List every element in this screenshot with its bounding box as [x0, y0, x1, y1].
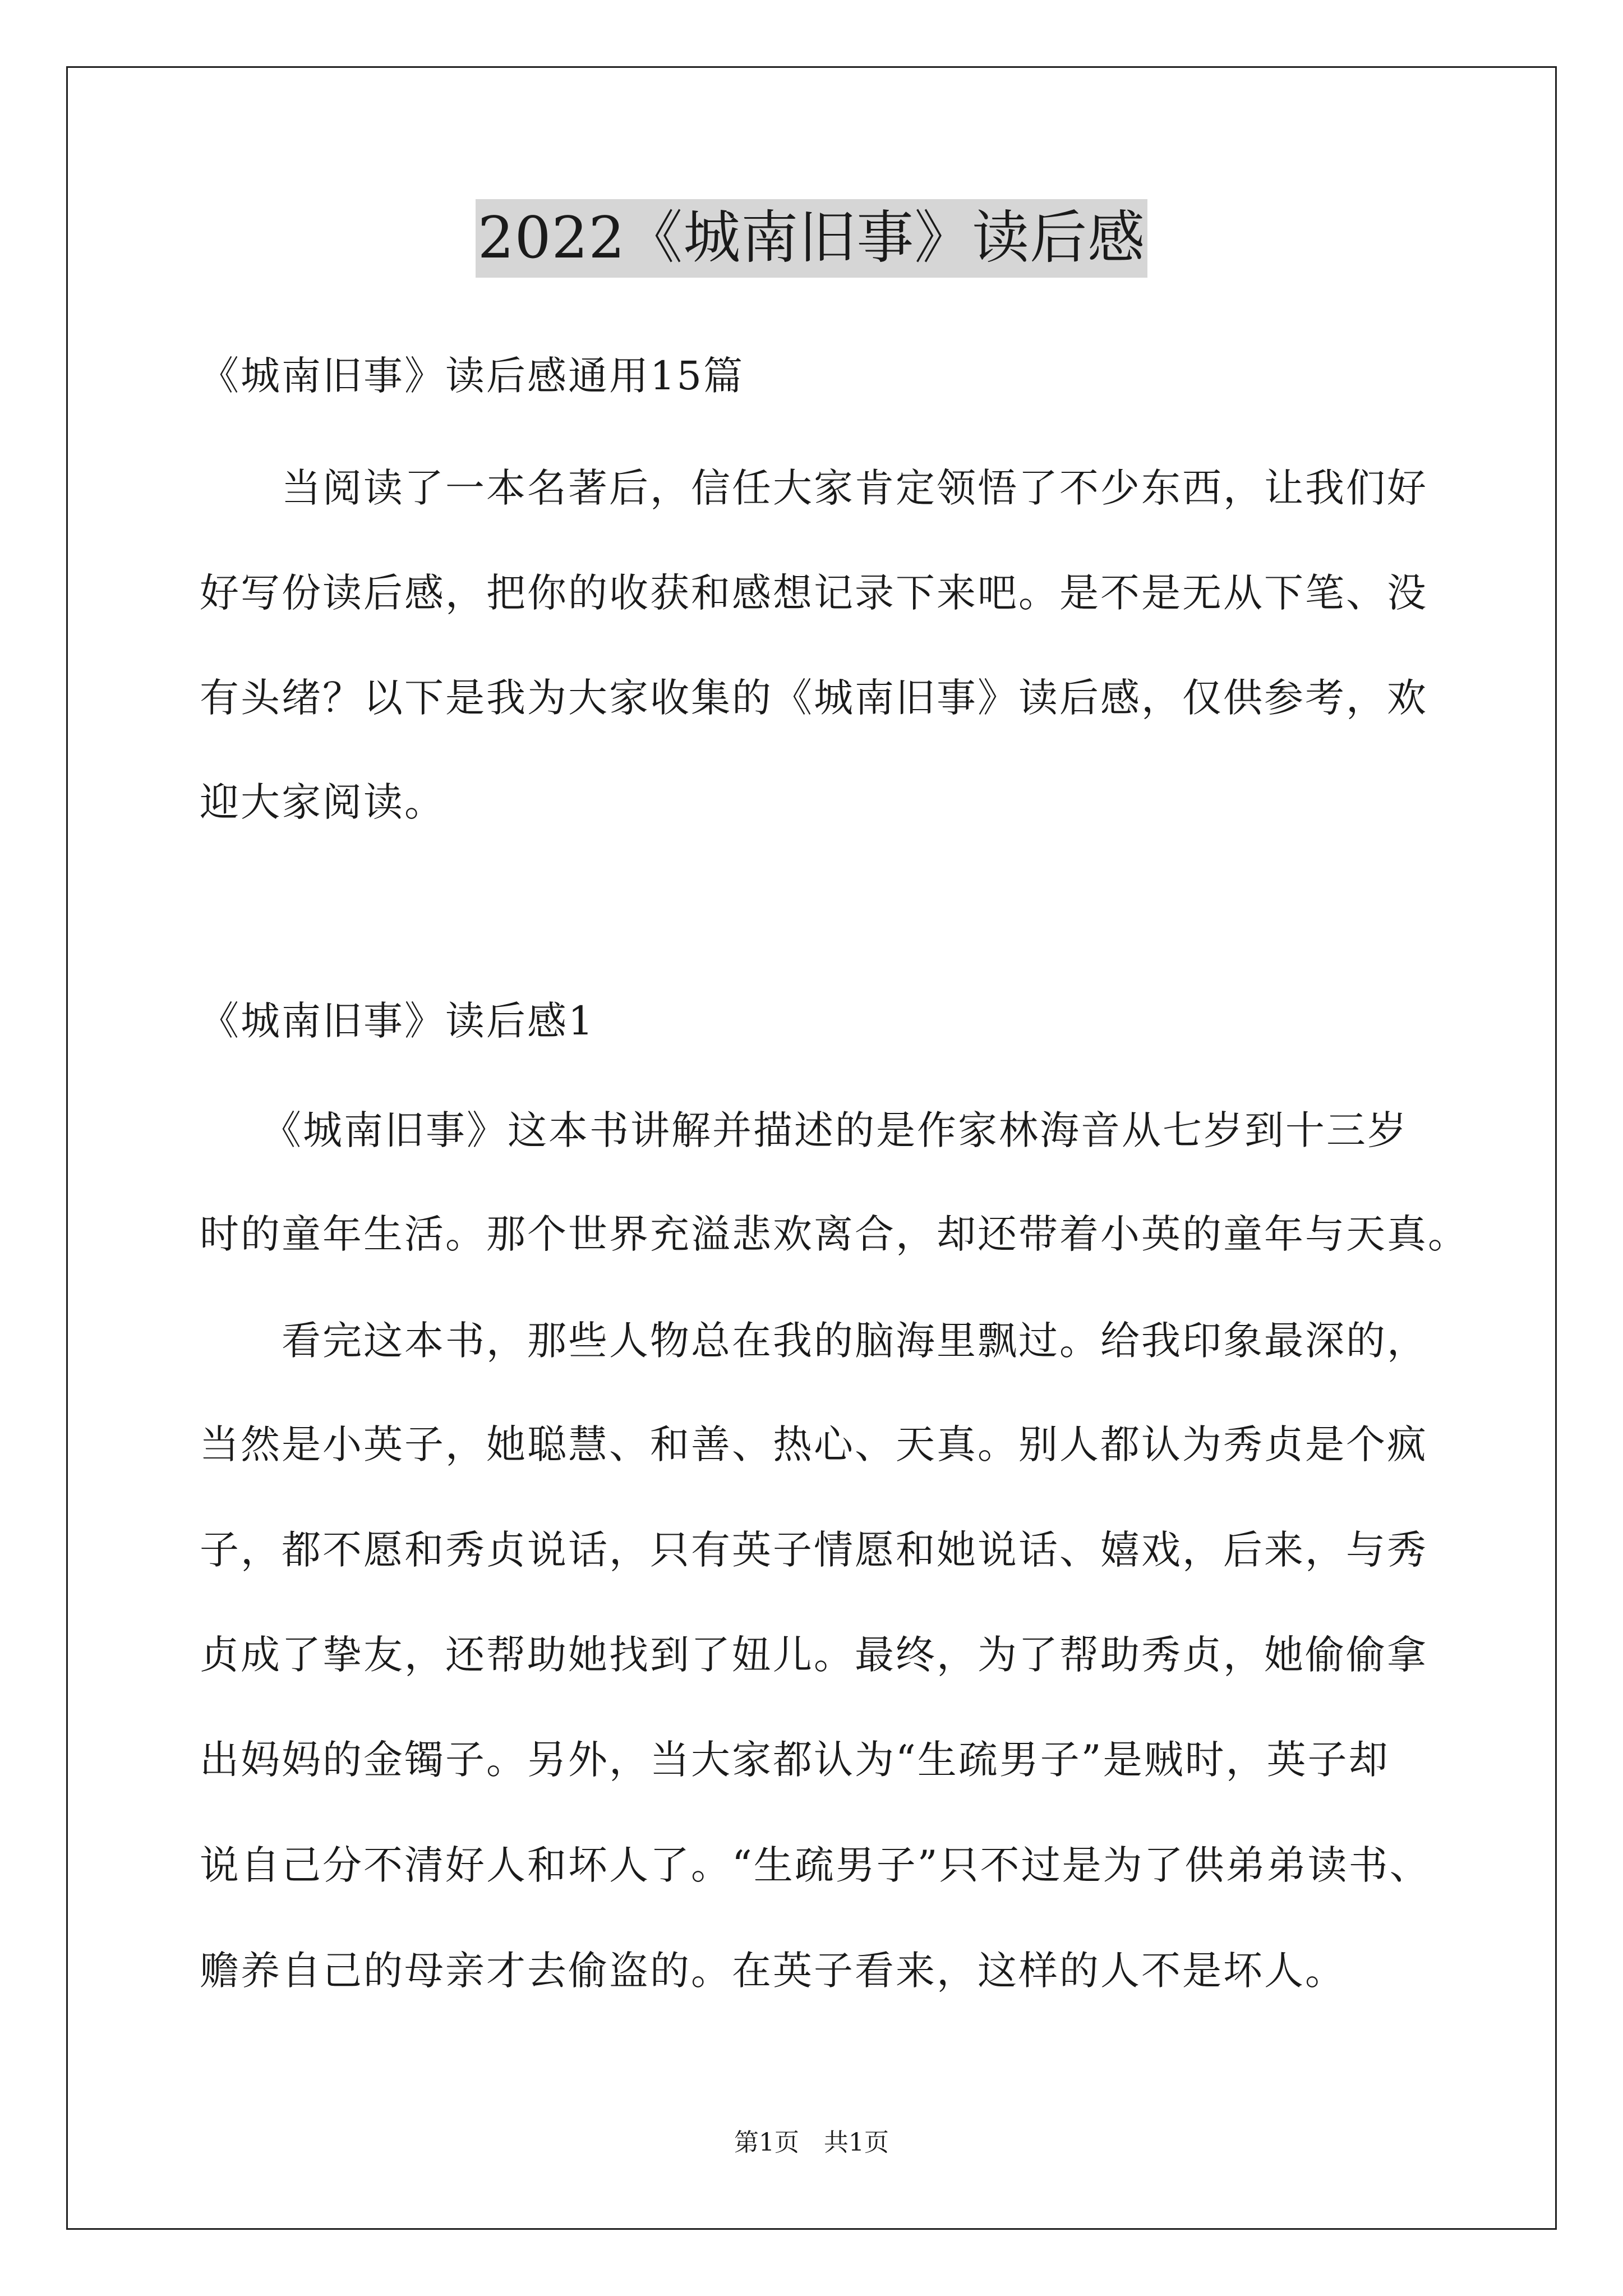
document-subtitle: 《城南旧事》读后感通用15篇: [200, 353, 745, 399]
document-title: 2022《城南旧事》读后感: [476, 199, 1148, 278]
body-line: 时的童年生活。那个世界充溢悲欢离合，却还带着小英的童年与天真。: [200, 1211, 1469, 1257]
body-line: 说自己分不清好人和坏人了。“生疏男子”只不过是为了供弟弟读书、: [200, 1842, 1431, 1888]
body-line: 《城南旧事》这本书讲解并描述的是作家林海音从七岁到十三岁: [200, 1107, 1408, 1153]
body-line: 子，都不愿和秀贞说话，只有英子情愿和她说话、嬉戏，后来，与秀: [200, 1527, 1428, 1573]
page-footer: 第1页 共1页: [734, 2128, 889, 2157]
intro-line: 当阅读了一本名著后，信任大家肯定领悟了不少东西，让我们好: [200, 465, 1428, 511]
section-heading: 《城南旧事》读后感1: [200, 998, 595, 1044]
intro-line: 迎大家阅读。: [200, 779, 445, 825]
body-line: 贞成了挚友，还帮助她找到了妞儿。最终，为了帮助秀贞，她偷偷拿: [200, 1632, 1428, 1678]
body-line: 当然是小英子，她聪慧、和善、热心、天真。别人都认为秀贞是个疯: [200, 1421, 1428, 1467]
title-container: [0, 199, 1623, 278]
body-line: 赡养自己的母亲才去偷盗的。在英子看来，这样的人不是坏人。: [200, 1948, 1346, 1994]
body-line: 看完这本书，那些人物总在我的脑海里飘过。给我印象最深的，: [200, 1318, 1428, 1364]
body-line: 出妈妈的金镯子。另外，当大家都认为“生疏男子”是贼时，英子却: [200, 1737, 1390, 1783]
intro-line: 有头绪？以下是我为大家收集的《城南旧事》读后感，仅供参考，欢: [200, 675, 1428, 721]
intro-line: 好写份读后感，把你的收获和感想记录下来吧。是不是无从下笔、没: [200, 570, 1428, 616]
